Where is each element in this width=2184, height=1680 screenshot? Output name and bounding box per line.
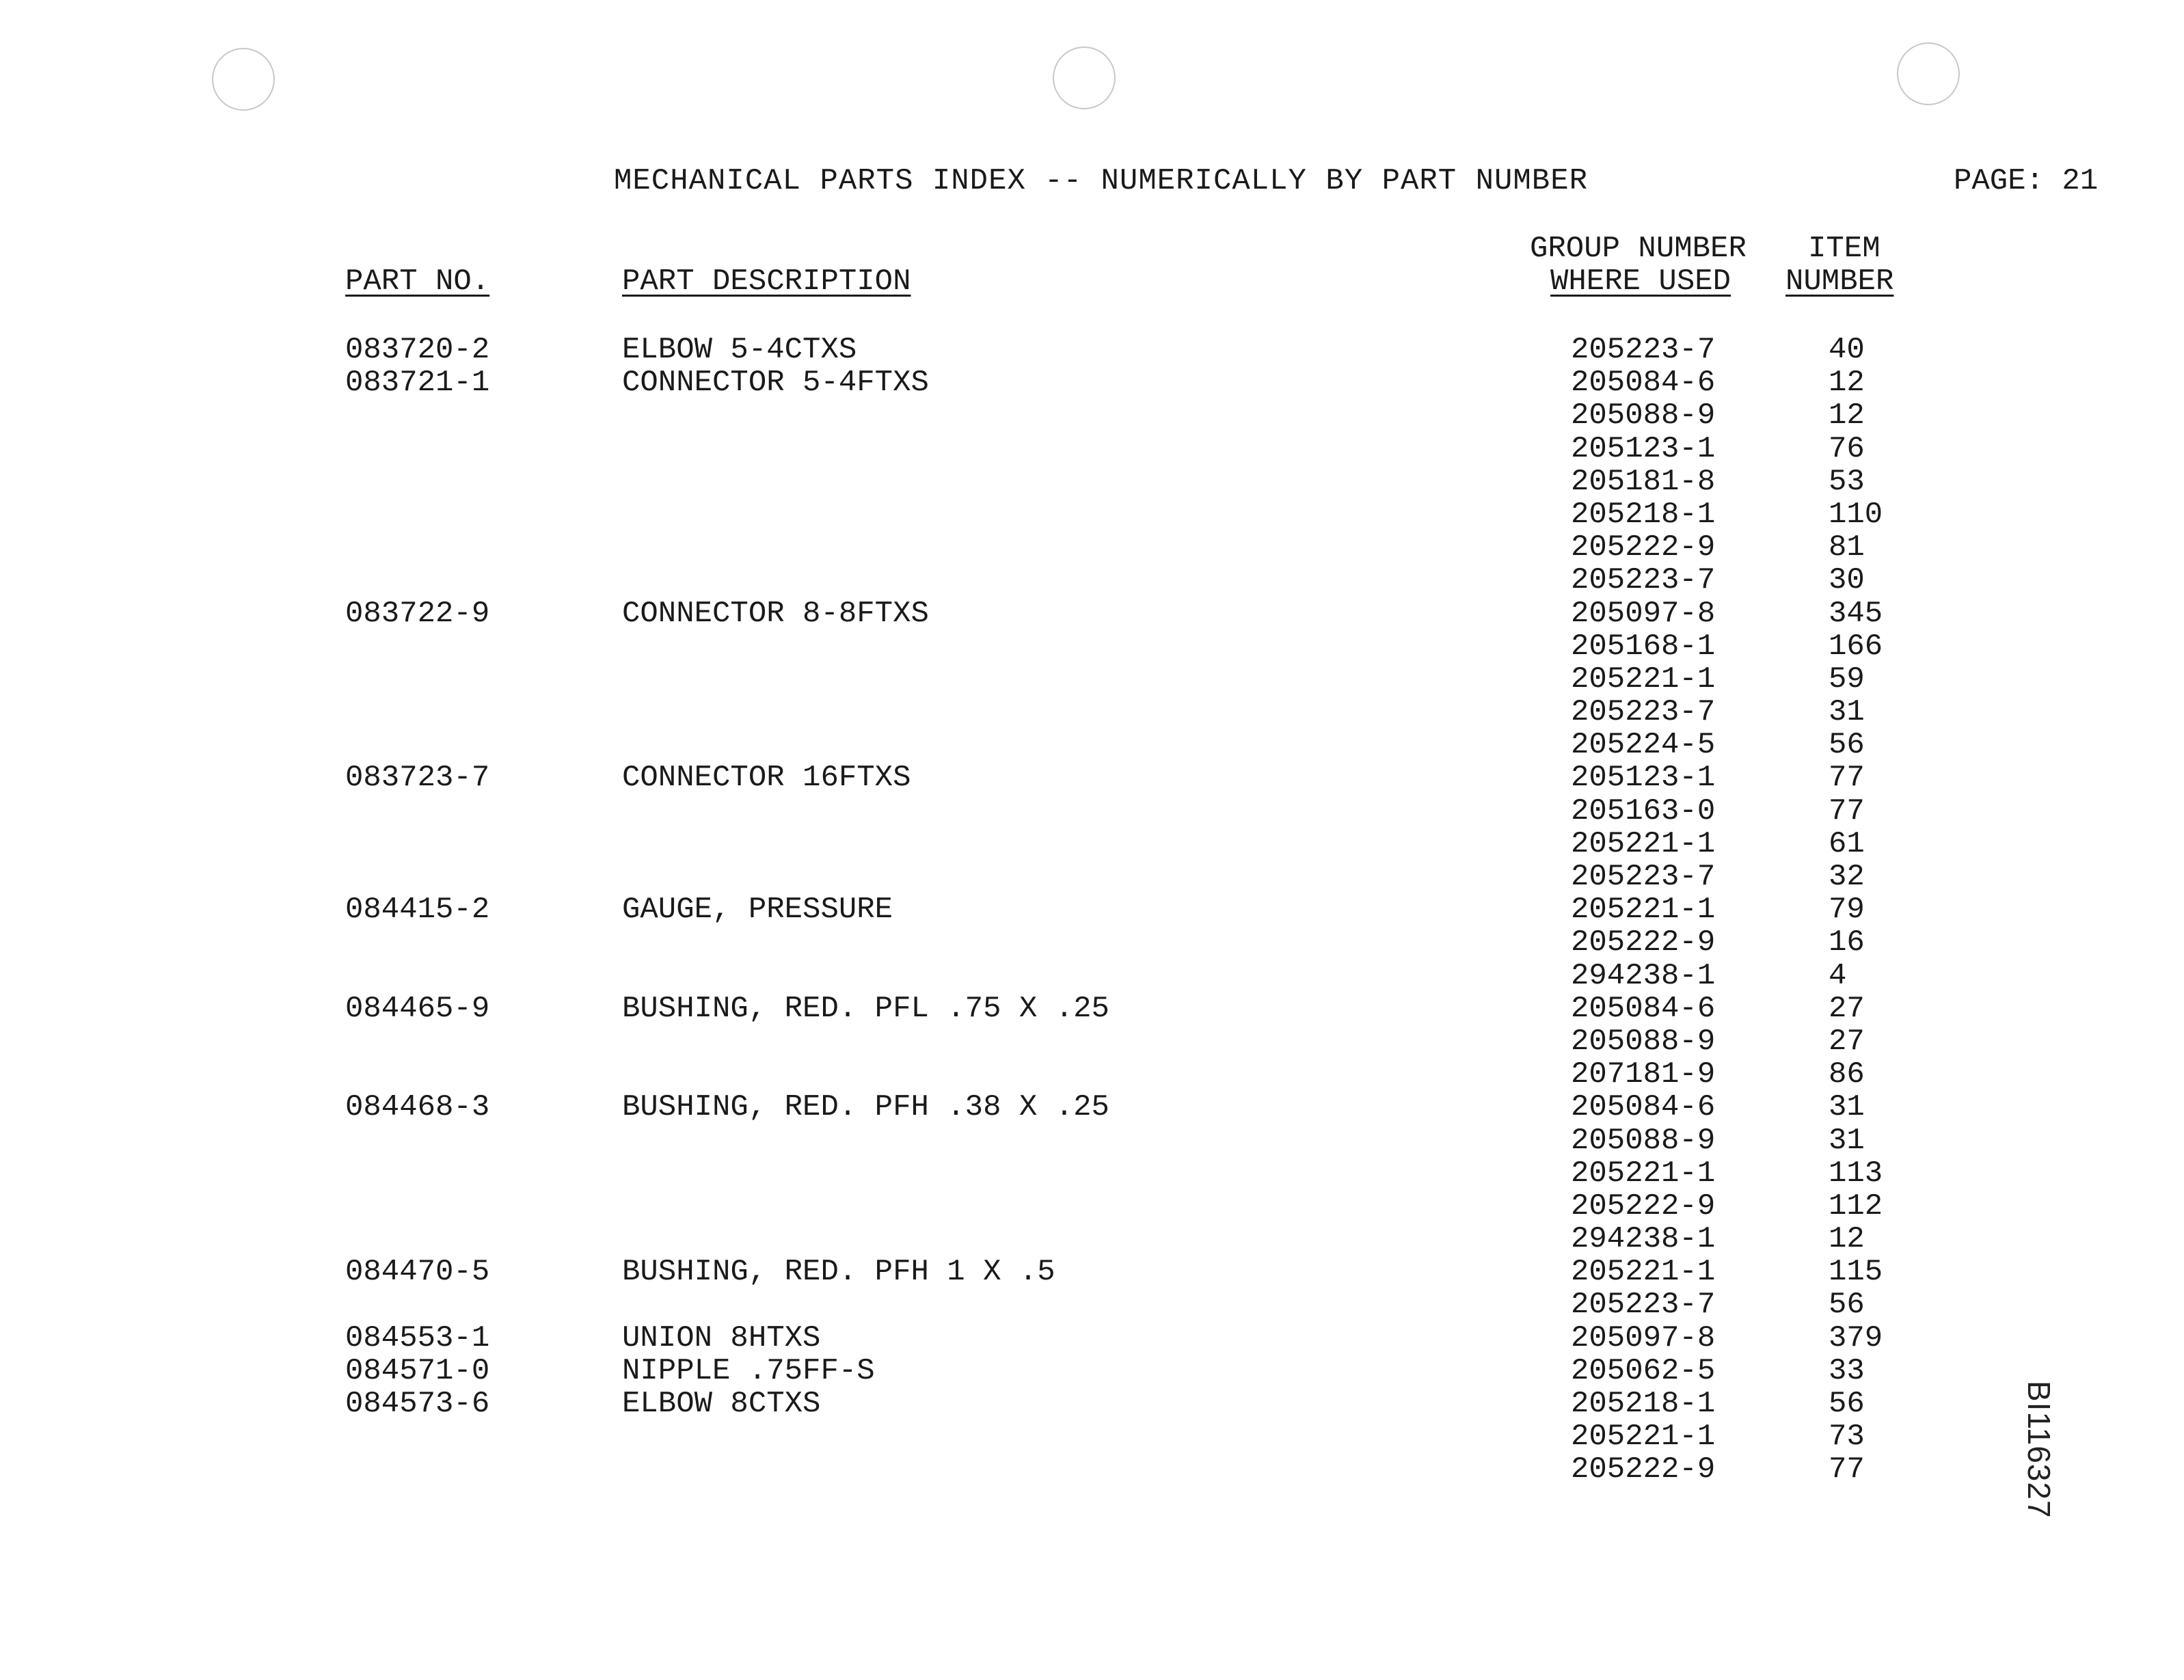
table-row — [0, 1256, 2184, 1288]
group-number-cell: 205088-9 — [1571, 1024, 1716, 1059]
table-row — [0, 366, 2184, 399]
column-header-part-description: PART DESCRIPTION — [622, 265, 911, 299]
group-number-cell: 205084-6 — [1571, 1090, 1716, 1125]
page-title: MECHANICAL PARTS INDEX -- NUMERICALLY BY PART NUMBER — [614, 164, 1589, 198]
group-number-cell: 205222-9 — [1571, 530, 1716, 565]
group-number-cell: 205123-1 — [1571, 761, 1716, 796]
item-number-cell: 61 — [1829, 826, 1865, 861]
part-number-cell: 084465-9 — [345, 991, 490, 1026]
table-row — [0, 1058, 2184, 1091]
part-description-cell: BUSHING, RED. PFL .75 X .25 — [622, 991, 1109, 1026]
group-number-cell: 205221-1 — [1571, 826, 1716, 861]
group-number-cell: 294238-1 — [1571, 1222, 1716, 1257]
item-number-cell: 30 — [1829, 563, 1865, 598]
item-number-cell: 166 — [1829, 629, 1883, 664]
table-row — [0, 531, 2184, 564]
table-row — [0, 1288, 2184, 1321]
group-number-cell: 205223-7 — [1571, 333, 1716, 367]
item-number-cell: 112 — [1829, 1189, 1883, 1223]
group-number-cell: 205123-1 — [1571, 431, 1716, 466]
group-number-cell: 205222-9 — [1571, 1452, 1716, 1487]
group-number-cell: 205084-6 — [1571, 366, 1716, 401]
table-row — [0, 399, 2184, 432]
table-row — [0, 1387, 2184, 1420]
table-row — [0, 1190, 2184, 1223]
column-header-group-line2: WHERE USED — [1550, 265, 1731, 299]
table-row — [0, 1223, 2184, 1256]
group-number-cell: 205218-1 — [1571, 1387, 1716, 1421]
part-number-cell: 084573-6 — [345, 1387, 490, 1421]
item-number-cell: 81 — [1829, 530, 1865, 565]
group-number-cell: 205222-9 — [1571, 925, 1716, 960]
table-row — [0, 1453, 2184, 1486]
group-number-cell: 205088-9 — [1571, 398, 1716, 433]
group-number-cell: 205224-5 — [1571, 728, 1716, 763]
table-row — [0, 663, 2184, 696]
item-number-cell: 4 — [1829, 958, 1847, 993]
group-number-cell: 205097-8 — [1571, 596, 1716, 631]
table-row — [0, 960, 2184, 992]
item-number-cell: 59 — [1829, 662, 1865, 696]
group-number-cell: 205163-0 — [1571, 794, 1716, 828]
group-number-cell: 205221-1 — [1571, 1420, 1716, 1454]
item-number-cell: 113 — [1829, 1156, 1883, 1191]
part-number-cell: 084553-1 — [345, 1320, 490, 1355]
part-description-cell: GAUGE, PRESSURE — [622, 893, 893, 927]
group-number-cell: 205221-1 — [1571, 1255, 1716, 1290]
table-row — [0, 729, 2184, 761]
part-description-cell: ELBOW 5-4CTXS — [622, 333, 857, 367]
item-number-cell: 73 — [1829, 1420, 1865, 1454]
part-number-cell: 084571-0 — [345, 1353, 490, 1388]
table-row — [0, 696, 2184, 729]
item-number-cell: 110 — [1829, 497, 1883, 532]
group-number-cell: 205168-1 — [1571, 629, 1716, 664]
item-number-cell: 79 — [1829, 893, 1865, 927]
table-row — [0, 1157, 2184, 1190]
item-number-cell: 76 — [1829, 431, 1865, 466]
item-number-cell: 77 — [1829, 761, 1865, 796]
item-number-cell: 16 — [1829, 925, 1865, 960]
table-row — [0, 1025, 2184, 1058]
table-row — [0, 597, 2184, 630]
group-number-cell: 205223-7 — [1571, 1288, 1716, 1323]
table-row — [0, 926, 2184, 959]
group-number-cell: 205223-7 — [1571, 695, 1716, 730]
table-row — [0, 465, 2184, 498]
group-number-cell: 205222-9 — [1571, 1189, 1716, 1223]
group-number-cell: 205223-7 — [1571, 860, 1716, 894]
group-number-cell: 205084-6 — [1571, 991, 1716, 1026]
group-number-cell: 205221-1 — [1571, 893, 1716, 927]
item-number-cell: 345 — [1829, 596, 1883, 631]
item-number-cell: 53 — [1829, 464, 1865, 499]
part-number-cell: 083723-7 — [345, 761, 490, 796]
table-row — [0, 861, 2184, 893]
item-number-cell: 31 — [1829, 1123, 1865, 1158]
column-header-item-line1: ITEM — [1808, 232, 1880, 266]
group-number-cell: 205097-8 — [1571, 1320, 1716, 1355]
table-row — [0, 893, 2184, 926]
group-number-cell: 205088-9 — [1571, 1123, 1716, 1158]
part-description-cell: CONNECTOR 5-4FTXS — [622, 366, 929, 401]
part-number-cell: 084470-5 — [345, 1255, 490, 1290]
page-number: PAGE: 21 — [1954, 164, 2099, 198]
table-row — [0, 433, 2184, 465]
table-row — [0, 828, 2184, 861]
document-code: BI116327 — [2021, 1381, 2057, 1519]
table-row — [0, 564, 2184, 597]
group-number-cell: 205223-7 — [1571, 563, 1716, 598]
item-number-cell: 31 — [1829, 1090, 1865, 1125]
part-description-cell: NIPPLE .75FF-S — [622, 1353, 875, 1388]
table-row — [0, 1355, 2184, 1387]
item-number-cell: 77 — [1829, 794, 1865, 828]
group-number-cell: 205181-8 — [1571, 464, 1716, 499]
column-header-group-line1: GROUP NUMBER — [1530, 232, 1747, 266]
table-row — [0, 1124, 2184, 1157]
binder-hole-center — [1053, 46, 1116, 109]
group-number-cell: 205062-5 — [1571, 1353, 1716, 1388]
part-number-cell: 084415-2 — [345, 893, 490, 927]
part-description-cell: BUSHING, RED. PFH 1 X .5 — [622, 1255, 1055, 1290]
item-number-cell: 27 — [1829, 1024, 1865, 1059]
item-number-cell: 33 — [1829, 1353, 1865, 1388]
group-number-cell: 205221-1 — [1571, 1156, 1716, 1191]
part-number-cell: 083721-1 — [345, 366, 490, 401]
item-number-cell: 379 — [1829, 1320, 1883, 1355]
table-row — [0, 1420, 2184, 1453]
table-row — [0, 1322, 2184, 1355]
item-number-cell: 56 — [1829, 1288, 1865, 1323]
table-row — [0, 761, 2184, 794]
table-row — [0, 1091, 2184, 1124]
part-number-cell: 084468-3 — [345, 1090, 490, 1125]
part-number-cell: 083722-9 — [345, 596, 490, 631]
group-number-cell: 294238-1 — [1571, 958, 1716, 993]
item-number-cell: 56 — [1829, 1387, 1865, 1421]
table-row — [0, 795, 2184, 828]
part-description-cell: UNION 8HTXS — [622, 1320, 821, 1355]
item-number-cell: 115 — [1829, 1255, 1883, 1290]
table-row — [0, 498, 2184, 531]
binder-hole-right — [1897, 42, 1960, 105]
item-number-cell: 56 — [1829, 728, 1865, 763]
part-description-cell: CONNECTOR 16FTXS — [622, 761, 911, 796]
item-number-cell: 12 — [1829, 398, 1865, 433]
part-description-cell: ELBOW 8CTXS — [622, 1387, 821, 1421]
table-row — [0, 334, 2184, 366]
parts-table — [0, 334, 2184, 1487]
item-number-cell: 32 — [1829, 860, 1865, 894]
item-number-cell: 86 — [1829, 1057, 1865, 1092]
item-number-cell: 12 — [1829, 1222, 1865, 1257]
item-number-cell: 27 — [1829, 991, 1865, 1026]
item-number-cell: 40 — [1829, 333, 1865, 367]
part-number-cell: 083720-2 — [345, 333, 490, 367]
item-number-cell: 31 — [1829, 695, 1865, 730]
item-number-cell: 12 — [1829, 366, 1865, 401]
group-number-cell: 205221-1 — [1571, 662, 1716, 696]
part-description-cell: CONNECTOR 8-8FTXS — [622, 596, 929, 631]
group-number-cell: 207181-9 — [1571, 1057, 1716, 1092]
group-number-cell: 205218-1 — [1571, 497, 1716, 532]
column-header-part-no: PART NO. — [345, 265, 490, 299]
binder-hole-left — [212, 48, 275, 111]
table-row — [0, 992, 2184, 1025]
part-description-cell: BUSHING, RED. PFH .38 X .25 — [622, 1090, 1109, 1125]
table-row — [0, 630, 2184, 663]
item-number-cell: 77 — [1829, 1452, 1865, 1487]
column-header-item-line2: NUMBER — [1785, 265, 1894, 299]
